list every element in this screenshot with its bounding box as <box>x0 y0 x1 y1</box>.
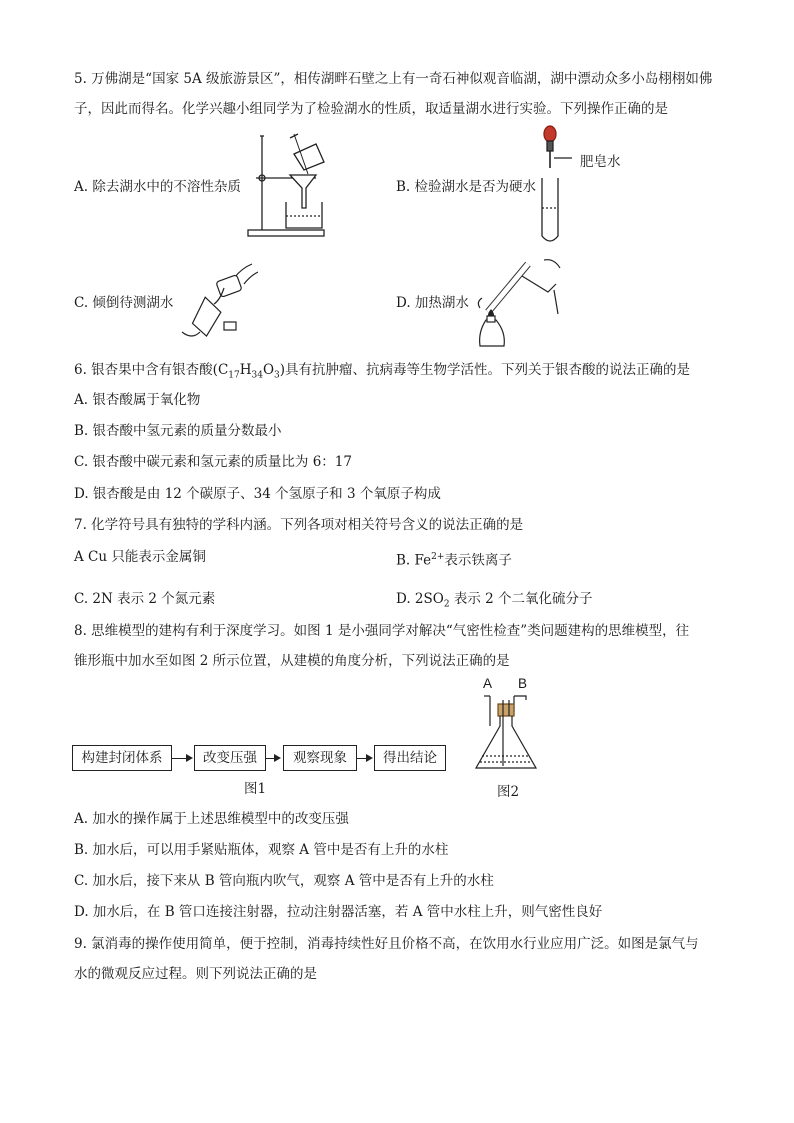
q5-option-d[interactable]: D. 加热湖水 <box>396 295 469 311</box>
q6-stem: 6. 银杏果中含有银杏酸$(C_{17}H_{34}O_3)$具有抗肿瘤、抗病毒等生物学活性。下列关于银杏酸的说法正确的是 <box>74 362 691 381</box>
flow-step-4: 得出结论 <box>374 745 446 771</box>
q6-option-c[interactable]: C. 银杏酸中碳元素和氢元素的质量比为 6：17 <box>74 454 352 470</box>
flow-arrow-2 <box>266 758 279 759</box>
q8-option-c[interactable]: C. 加水后，接下来从 B 管向瓶内吹气，观察 A 管中是否有上升的水柱 <box>74 873 494 889</box>
soap-water-label: 肥皂水 <box>580 154 621 170</box>
q7-option-c[interactable]: C. 2N 表示 2 个氮元素 <box>74 591 216 607</box>
pouring-liquid-figure <box>180 260 270 350</box>
q6-option-a[interactable]: A. 银杏酸属于氧化物 <box>74 392 201 408</box>
q7-option-b[interactable]: B. $Fe^{2+}$表示铁离子 <box>396 552 512 569</box>
q7-stem: 7. 化学符号具有独特的学科内涵。下列各项对相关符号含义的说法正确的是 <box>74 517 524 533</box>
q8-stem-line1: 8. 思维模型的建构有利于深度学习。如图 1 是小强同学对解决“气密性检查”类问题建构的思维模型，往 <box>74 623 690 639</box>
flow-step-1: 构建封闭体系 <box>72 745 172 771</box>
q8-option-a[interactable]: A. 加水的操作属于上述思维模型中的改变压强 <box>74 811 349 827</box>
q9-stem-line2: 水的微观反应过程。则下列说法正确的是 <box>74 966 317 982</box>
flow-arrow-3 <box>357 758 371 759</box>
q5-option-b[interactable]: B. 检验湖水是否为硬水 <box>396 179 537 195</box>
q7-option-a[interactable]: A Cu 只能表示金属铜 <box>74 549 206 565</box>
fig2-label: 图2 <box>497 784 520 800</box>
filtration-apparatus-figure <box>246 130 336 240</box>
tube-b-label: B <box>518 676 528 691</box>
q5-option-a[interactable]: A. 除去湖水中的不溶性杂质 <box>74 179 241 195</box>
fig1-label: 图1 <box>244 781 267 797</box>
q6-option-d[interactable]: D. 银杏酸是由 12 个碳原子、34 个氢原子和 3 个氧原子构成 <box>74 486 441 502</box>
q6-option-b[interactable]: B. 银杏酸中氢元素的质量分数最小 <box>74 423 282 439</box>
heating-test-tube-figure <box>474 254 564 354</box>
flow-arrow-1 <box>172 758 191 759</box>
q8-option-d[interactable]: D. 加水后，在 B 管口连接注射器，拉动注射器活塞，若 A 管中水柱上升，则气密性良好 <box>74 904 603 920</box>
q5-option-c[interactable]: C. 倾倒待测湖水 <box>74 295 174 311</box>
q5-stem-line1: 5. 万佛湖是“国家 5A 级旅游景区”，相传湖畔石壁之上有一奇石神似观音临湖，湖中漂动众多小岛栩栩如佛 <box>74 71 713 87</box>
q8-option-b[interactable]: B. 加水后，可以用手紧贴瓶体，观察 A 管中是否有上升的水柱 <box>74 842 449 858</box>
flow-step-3: 观察现象 <box>283 745 357 771</box>
q9-stem-line1: 9. 氯消毒的操作使用简单，便于控制，消毒持续性好且价格不高，在饮用水行业应用广泛。如图是氯气与 <box>74 936 699 952</box>
q5-stem-line2: 子，因此而得名。化学兴趣小组同学为了检验湖水的性质，取适量湖水进行实验。下列操作正确的是 <box>74 101 668 117</box>
q7-option-d[interactable]: D. $2SO_2$ 表示 2 个二氧化硫分子 <box>396 591 593 610</box>
soap-water-test-tube-figure <box>538 124 578 244</box>
conical-flask-figure <box>470 692 550 782</box>
tube-a-label: A <box>483 676 493 691</box>
q8-stem-line2: 锥形瓶中加水至如图 2 所示位置，从建模的角度分析，下列说法正确的是 <box>74 653 510 669</box>
flow-step-2: 改变压强 <box>194 745 266 771</box>
